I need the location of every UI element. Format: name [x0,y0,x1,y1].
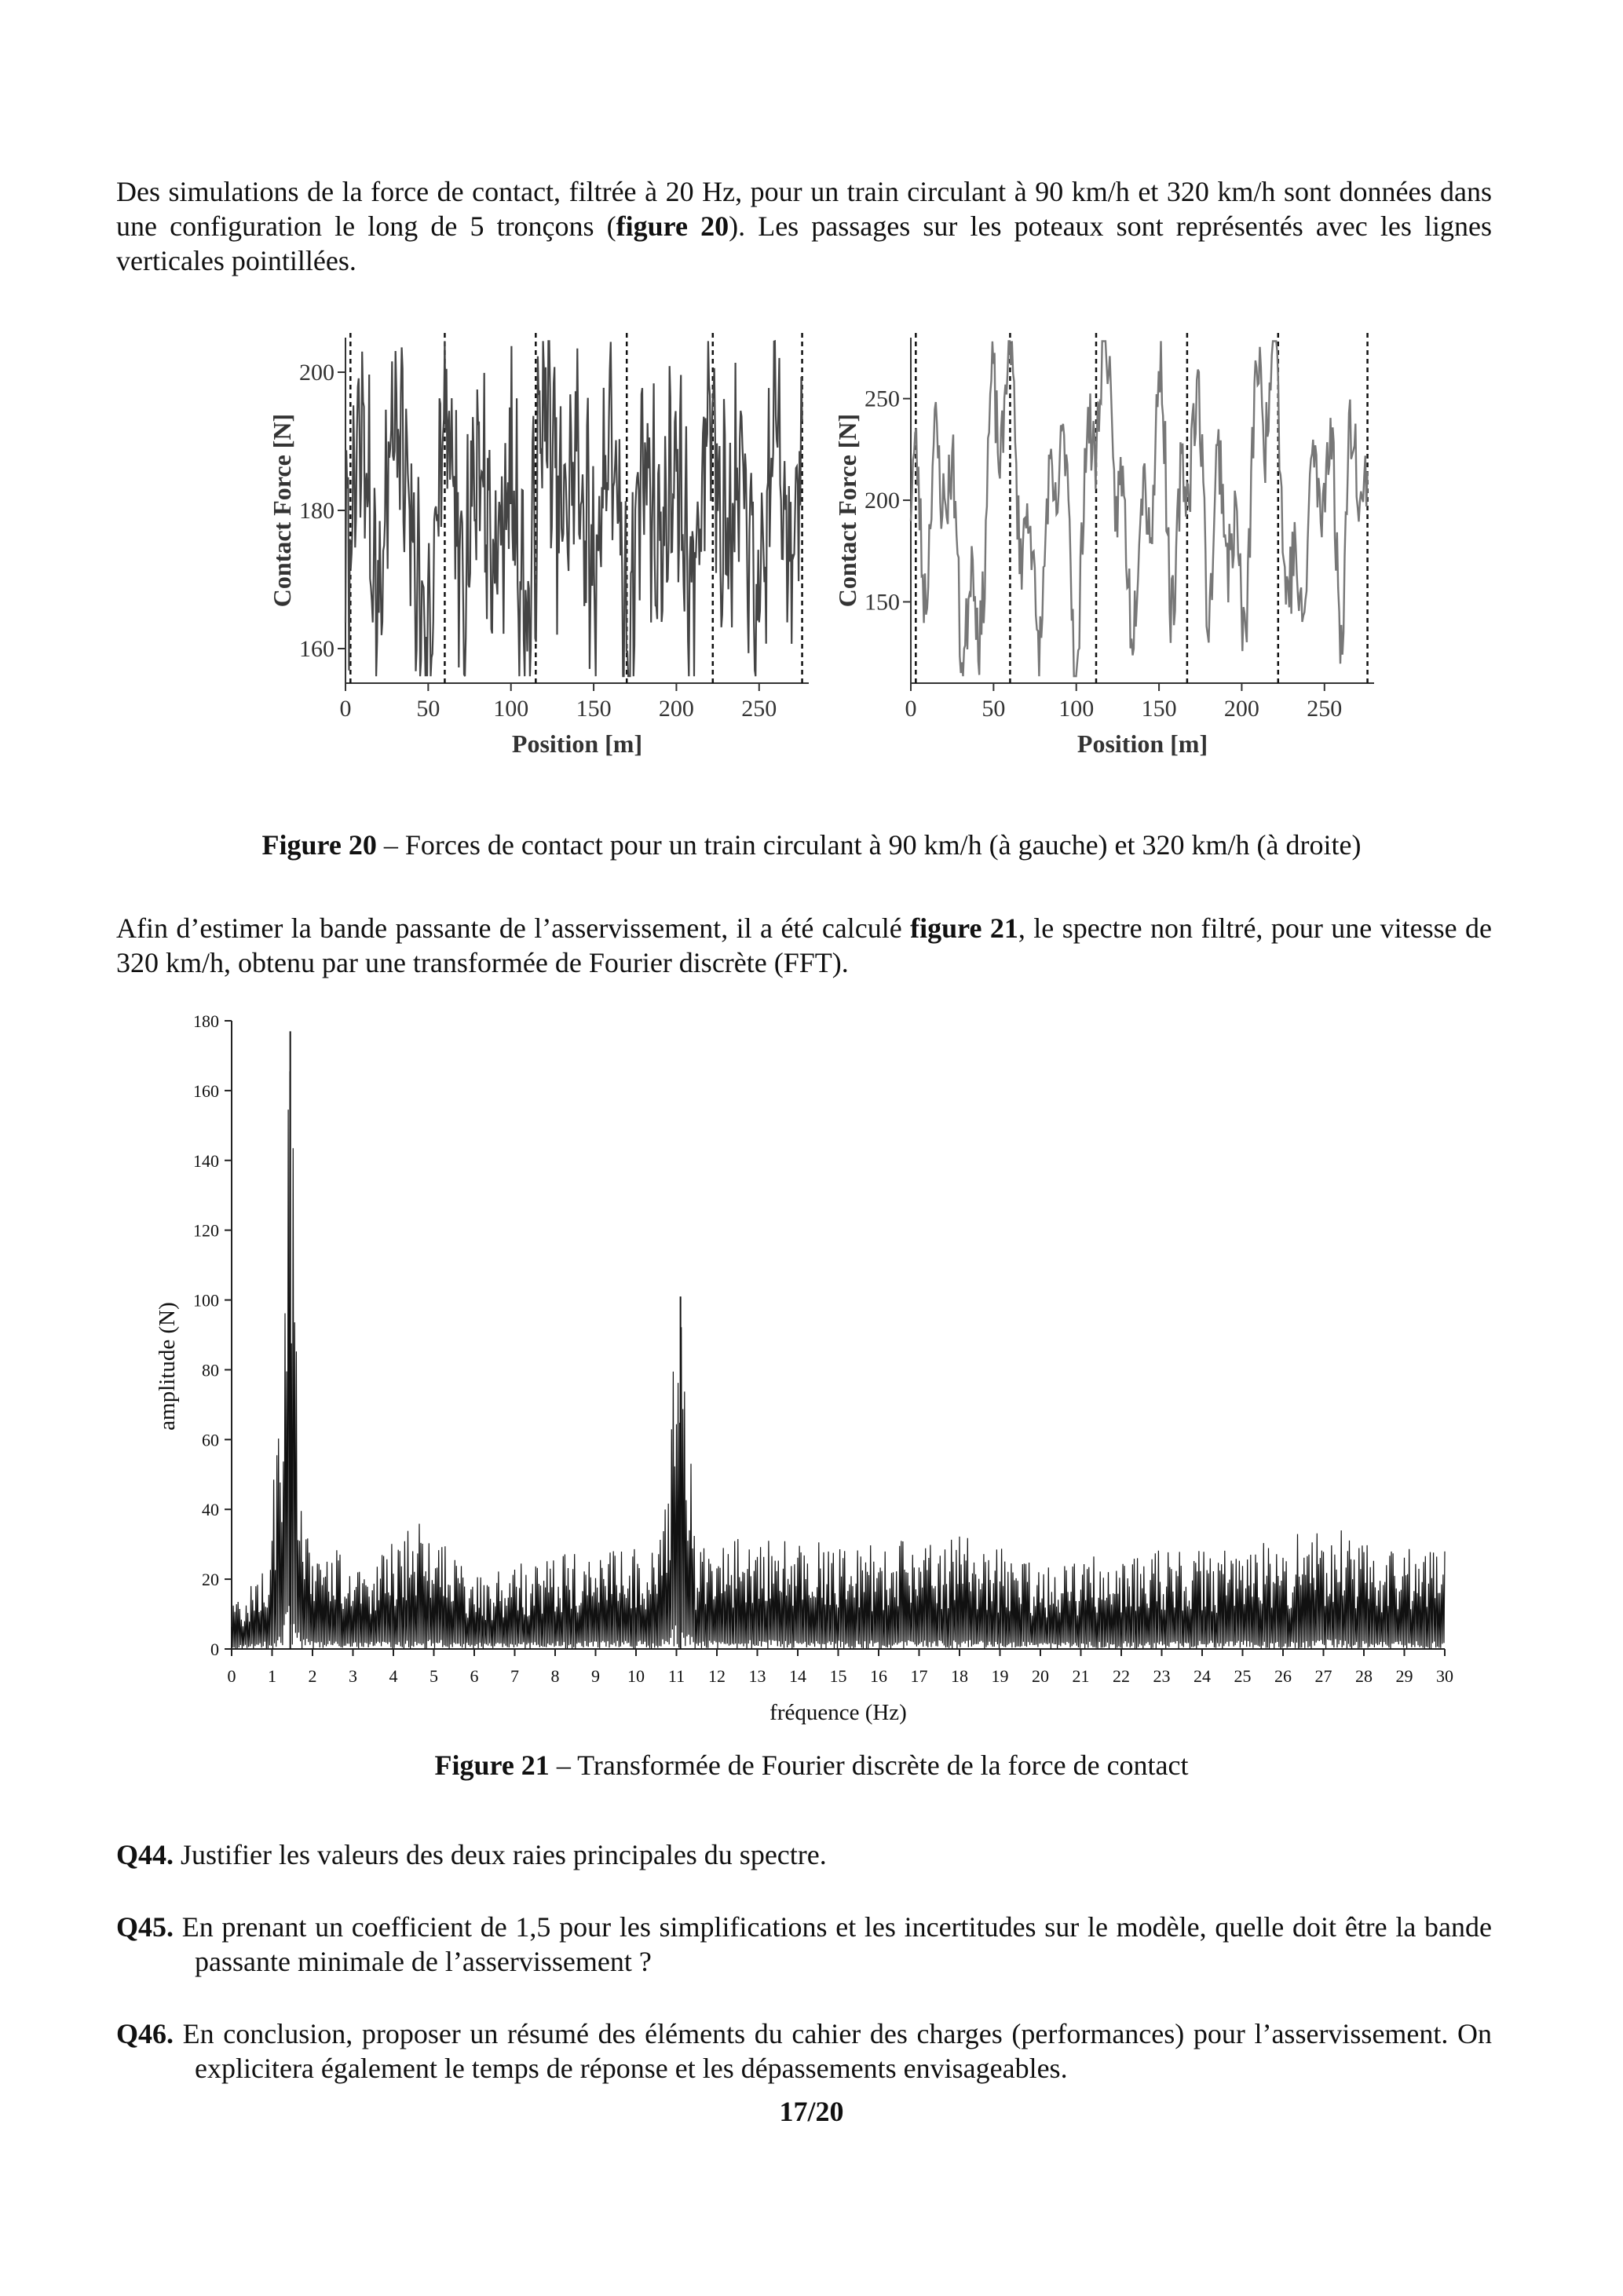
x-tick-label: 15 [829,1666,847,1686]
fft-text-2: , le spectre non filtré, pour une vitesse de 320 km/h, obtenu par une transformée de Fourier discrète (FFT). [116,912,1492,978]
y-tick-label: 80 [202,1360,219,1380]
x-tick-label: 0 [905,696,917,722]
x-axis-label: Position [m] [1077,729,1208,758]
figure-20-right-chart [817,322,1382,770]
figure-20-caption-text: – Forces de contact pour un train circulant à 90 km/h (à gauche) et 320 km/h (à droite) [376,829,1362,861]
figure-20-left-chart [251,322,817,770]
y-axis-label: Contact Force [N] [268,413,296,608]
y-tick-label: 60 [202,1430,219,1450]
question-q44 [116,1837,1492,1872]
x-tick-label: 2 [308,1666,317,1686]
x-axis-label: Position [m] [511,729,643,758]
x-tick-label: 11 [667,1666,685,1686]
intro-text-2: ). Les passages sur les poteaux sont représentés avec les lignes verticales pointillées. [116,210,1492,276]
question-number: Q44. [116,1839,174,1870]
x-tick-label: 3 [349,1666,357,1686]
y-tick-label: 200 [865,488,900,514]
x-tick-label: 12 [708,1666,726,1686]
x-tick-label: 4 [389,1666,398,1686]
contact-force-series [911,341,1368,676]
x-tick-label: 9 [591,1666,600,1686]
x-tick-label: 50 [416,696,440,722]
fft-text-1: Afin d’estimer la bande passante de l’asservissement, il a été calculé [116,912,911,944]
x-tick-label: 21 [1072,1666,1090,1686]
x-tick-label: 26 [1274,1666,1292,1686]
figure-21-caption-text: – Transformée de Fourier discrète de la force de contact [549,1749,1189,1781]
x-tick-label: 50 [981,696,1006,722]
figure-21-reference: figure 21 [910,912,1018,944]
x-tick-label: 24 [1193,1666,1211,1686]
x-tick-label: 29 [1395,1666,1413,1686]
fft-paragraph [116,911,1492,980]
x-axis-label: fréquence (Hz) [769,1700,907,1725]
question-text: Justifier les valeurs des deux raies principales du spectre. [181,1839,827,1870]
y-tick-label: 0 [210,1640,219,1659]
figure-21-label: Figure 21 [434,1749,550,1781]
question-number: Q46. [116,2018,174,2049]
y-tick-label: 160 [299,636,334,662]
x-tick-label: 16 [870,1666,887,1686]
figure-20-reference: figure 20 [616,210,729,242]
question-text: En prenant un coefficient de 1,5 pour les simplifications et les incertitudes sur le modèle, quelle doit être la bande passante minimale de l’asservissement ? [181,1911,1493,1977]
figure-20-label: Figure 20 [261,829,377,861]
y-tick-label: 160 [193,1080,219,1101]
figure-21-caption [0,1748,1623,1782]
x-tick-label: 27 [1314,1666,1332,1686]
figure-20-caption [0,828,1623,862]
question-q45 [116,1910,1492,1979]
y-tick-label: 180 [299,498,334,524]
y-tick-label: 20 [202,1570,219,1590]
x-tick-label: 1 [268,1666,276,1686]
intro-text-1: Des simulations de la force de contact, filtrée à 20 Hz, pour un train circulant à 90 km/h et 320 km/h sont données dans une configuration le long de 5 tronçons ( [116,176,1492,242]
x-tick-label: 14 [789,1666,806,1686]
x-tick-label: 0 [227,1666,236,1686]
figure-21-chart [141,997,1476,1735]
x-tick-label: 6 [470,1666,479,1686]
x-tick-label: 5 [430,1666,438,1686]
x-tick-label: 8 [550,1666,560,1686]
x-tick-label: 200 [1223,696,1259,722]
y-tick-label: 120 [193,1220,219,1241]
y-tick-label: 250 [865,386,900,412]
contact-force-series [345,341,802,676]
x-tick-label: 23 [1153,1666,1171,1686]
x-tick-label: 13 [748,1666,766,1686]
y-tick-label: 140 [193,1150,219,1171]
x-tick-label: 22 [1113,1666,1130,1686]
y-axis-label: amplitude (N) [155,1302,180,1431]
x-tick-label: 19 [991,1666,1009,1686]
x-tick-label: 0 [339,696,352,722]
page-number: 17/20 [779,2096,844,2127]
x-tick-label: 18 [951,1666,968,1686]
question-q46 [116,2016,1492,2086]
x-tick-label: 200 [658,696,694,722]
x-tick-label: 250 [1307,696,1343,722]
x-tick-label: 10 [627,1666,645,1686]
y-tick-label: 180 [193,1011,219,1031]
x-tick-label: 30 [1436,1666,1453,1686]
x-tick-label: 28 [1355,1666,1373,1686]
y-tick-label: 200 [299,360,334,386]
intro-paragraph [116,174,1492,278]
fft-spectrum-series [232,1071,1445,1649]
x-tick-label: 25 [1234,1666,1252,1686]
x-tick-label: 20 [1032,1666,1049,1686]
x-tick-label: 150 [576,696,612,722]
x-tick-label: 250 [741,696,777,722]
question-number: Q45. [116,1911,174,1943]
y-axis-label: Contact Force [N] [833,413,861,608]
x-tick-label: 150 [1141,696,1177,722]
x-tick-label: 100 [493,696,529,722]
x-tick-label: 17 [910,1666,928,1686]
x-tick-label: 100 [1058,696,1095,722]
question-text: En conclusion, proposer un résumé des éléments du cahier des charges (performances) pour l’asservissement. On explicitera également le temps de réponse et les dépassements envisageables. [182,2018,1493,2084]
x-tick-label: 7 [510,1666,519,1686]
y-tick-label: 150 [865,589,900,616]
y-tick-label: 100 [193,1290,219,1311]
y-tick-label: 40 [202,1500,219,1520]
